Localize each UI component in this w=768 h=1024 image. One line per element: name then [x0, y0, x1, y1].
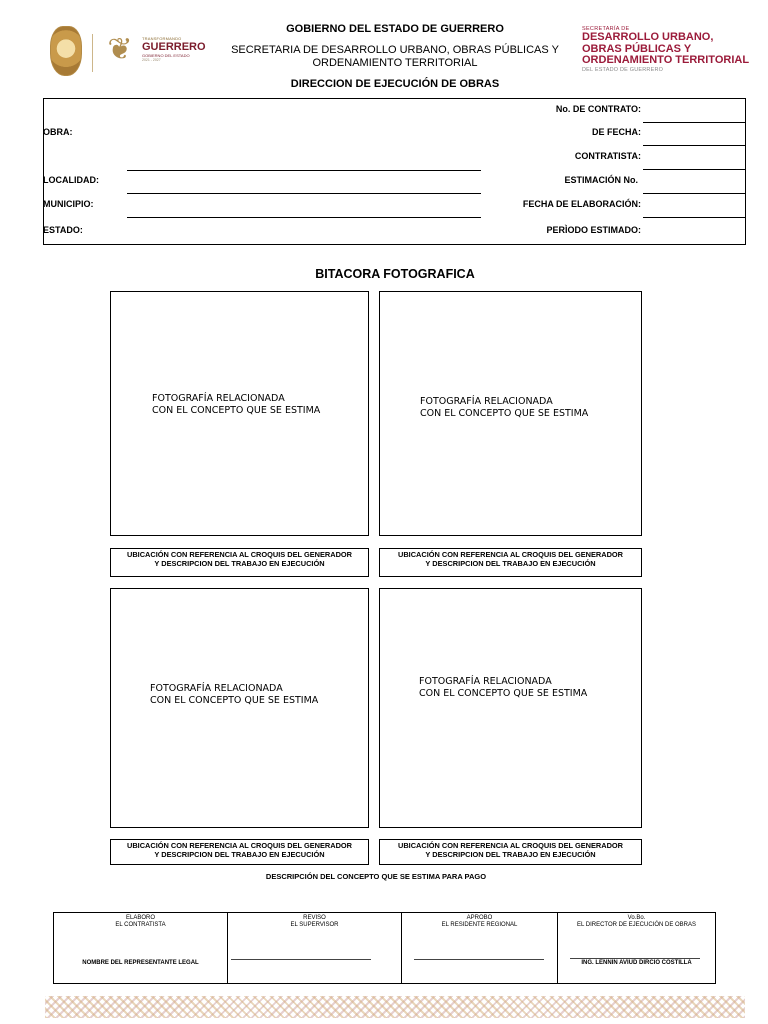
logo-divider: [92, 34, 93, 72]
contrato-field-line[interactable]: [643, 122, 745, 123]
signature-col-aprobo: [402, 913, 557, 983]
municipio-field-line[interactable]: [127, 217, 481, 218]
header-subtitle: SECRETARIA DE DESARROLLO URBANO, OBRAS PÚBLICAS Y ORDENAMIENTO TERRITORIAL: [231, 44, 559, 69]
signature-col-elaboro: [54, 913, 227, 983]
label-contrato: No. DE CONTRATO:: [555, 104, 641, 114]
signature-line-aprobo[interactable]: [414, 959, 544, 960]
caption-4-line1: UBICACIÓN CON REFERENCIA AL CROQUIS DEL GENERADOR: [397, 841, 624, 850]
signature-name-elaboro: NOMBRE DEL REPRESENTANTE LEGAL: [82, 960, 199, 966]
label-fecha: DE FECHA:: [592, 127, 641, 137]
photo-3-line2: CON EL CONCEPTO QUE SE ESTIMA: [150, 695, 319, 706]
signature-role: REVISO: [303, 915, 326, 921]
secretaria-prefix: SECRETARÍA DE: [582, 26, 630, 32]
concept-description-label: DESCRIPCIÓN DEL CONCEPTO QUE SE ESTIMA PARA PAGO: [265, 872, 487, 881]
label-estado: ESTADO:: [43, 225, 83, 235]
secretaria-line2: OBRAS PÚBLICAS Y: [582, 42, 692, 55]
caption-4-line2: Y DESCRIPCION DEL TRABAJO EN EJECUCIÓN: [425, 850, 596, 859]
header-direction: DIRECCION DE EJECUCIÓN DE OBRAS: [290, 78, 500, 90]
caption-box-4: [379, 839, 642, 865]
photo-4-line2: CON EL CONCEPTO QUE SE ESTIMA: [419, 688, 588, 699]
photo-1-line2: CON EL CONCEPTO QUE SE ESTIMA: [152, 405, 321, 416]
guerrero-logo-text: [142, 36, 212, 62]
logo-line2: GOBIERNO DEL ESTADO: [142, 53, 190, 58]
signature-head-vobo: [558, 915, 715, 929]
fecha-field-line[interactable]: [643, 145, 745, 146]
signature-who: EL RESIDENTE REGIONAL: [441, 922, 518, 928]
label-estimacion: ESTIMACIÓN No.: [564, 175, 638, 185]
label-obra: OBRA:: [43, 127, 73, 137]
logo-line1: TRANSFORMANDO: [142, 36, 182, 41]
signature-role: ELABORO: [125, 915, 155, 921]
localidad-field-line[interactable]: [127, 193, 481, 194]
estimacion-field-line[interactable]: [643, 193, 745, 194]
label-localidad: LOCALIDAD:: [43, 175, 99, 185]
signature-col-reviso: [228, 913, 401, 983]
signature-line-reviso[interactable]: [231, 959, 371, 960]
signature-line-vobo[interactable]: [570, 958, 700, 959]
label-fecha-elaboracion: FECHA DE ELABORACIÓN:: [522, 199, 641, 209]
secretaria-line3: ORDENAMIENTO TERRITORIAL: [582, 54, 750, 66]
secretaria-logo: [582, 26, 762, 73]
secretaria-suffix: DEL ESTADO DE GUERRERO: [582, 66, 664, 73]
photo-4-line1: FOTOGRAFÍA RELACIONADA: [419, 676, 552, 687]
photo-box-2[interactable]: [379, 291, 642, 536]
caption-box-1: [110, 548, 369, 577]
guerrero-emblem-icon: ❦: [107, 33, 133, 66]
photo-box-4[interactable]: [379, 588, 642, 828]
photo-placeholder-3: [150, 683, 318, 707]
photo-2-line1: FOTOGRAFÍA RELACIONADA: [420, 396, 553, 407]
photo-box-3[interactable]: [110, 588, 369, 828]
label-contratista: CONTRATISTA:: [574, 151, 641, 161]
caption-3-line1: UBICACIÓN CON REFERENCIA AL CROQUIS DEL GENERADOR: [126, 841, 353, 850]
fecha-elaboracion-field-line[interactable]: [643, 217, 745, 218]
signature-who: EL CONTRATISTA: [115, 922, 166, 928]
caption-box-3: [110, 839, 369, 865]
photo-3-line1: FOTOGRAFÍA RELACIONADA: [150, 683, 283, 694]
signature-name-vobo: ING. LENNIN AVIUD DIRCIO COSTILLA: [581, 960, 692, 966]
caption-3-line2: Y DESCRIPCION DEL TRABAJO EN EJECUCIÓN: [154, 850, 325, 859]
label-municipio: MUNICIPIO:: [43, 199, 94, 209]
contract-info-box: [43, 98, 746, 245]
decorative-border-pattern: [45, 996, 745, 1018]
caption-box-2: [379, 548, 642, 577]
signature-role: APROBO: [466, 915, 493, 921]
caption-2-line2: Y DESCRIPCION DEL TRABAJO EN EJECUCIÓN: [425, 559, 596, 568]
signature-role: Vo.Bo.: [627, 915, 646, 921]
bitacora-title: BITACORA FOTOGRAFICA: [315, 267, 475, 281]
caption-1-line2: Y DESCRIPCION DEL TRABAJO EN EJECUCIÓN: [154, 559, 325, 568]
photo-1-line1: FOTOGRAFÍA RELACIONADA: [152, 393, 285, 404]
signature-table: [53, 912, 716, 984]
photo-placeholder-2: [420, 396, 588, 420]
photo-placeholder-4: [419, 676, 587, 700]
signature-head-aprobo: [402, 915, 557, 929]
signature-head-elaboro: [54, 915, 227, 929]
signature-who: EL DIRECTOR DE EJECUCIÓN DE OBRAS: [576, 922, 697, 928]
signature-col-vobo: [558, 913, 715, 983]
secretaria-line1: DESARROLLO URBANO,: [582, 31, 714, 43]
signature-who: EL SUPERVISOR: [290, 922, 339, 928]
guerrero-seal-icon: [50, 26, 82, 76]
contratista-field-line[interactable]: [643, 169, 745, 170]
logo-line3: 2021 - 2027: [142, 58, 161, 62]
label-periodo: PERÌODO ESTIMADO:: [546, 225, 641, 235]
logo-name: GUERRERO: [142, 41, 206, 53]
obra-field-line[interactable]: [127, 170, 481, 171]
photo-2-line2: CON EL CONCEPTO QUE SE ESTIMA: [420, 408, 589, 419]
signature-head-reviso: [228, 915, 401, 929]
caption-2-line1: UBICACIÓN CON REFERENCIA AL CROQUIS DEL GENERADOR: [397, 550, 624, 559]
header-title: GOBIERNO DEL ESTADO DE GUERRERO: [286, 23, 504, 35]
caption-1-line1: UBICACIÓN CON REFERENCIA AL CROQUIS DEL GENERADOR: [126, 550, 353, 559]
photo-box-1[interactable]: [110, 291, 369, 536]
photo-placeholder-1: [152, 393, 320, 417]
